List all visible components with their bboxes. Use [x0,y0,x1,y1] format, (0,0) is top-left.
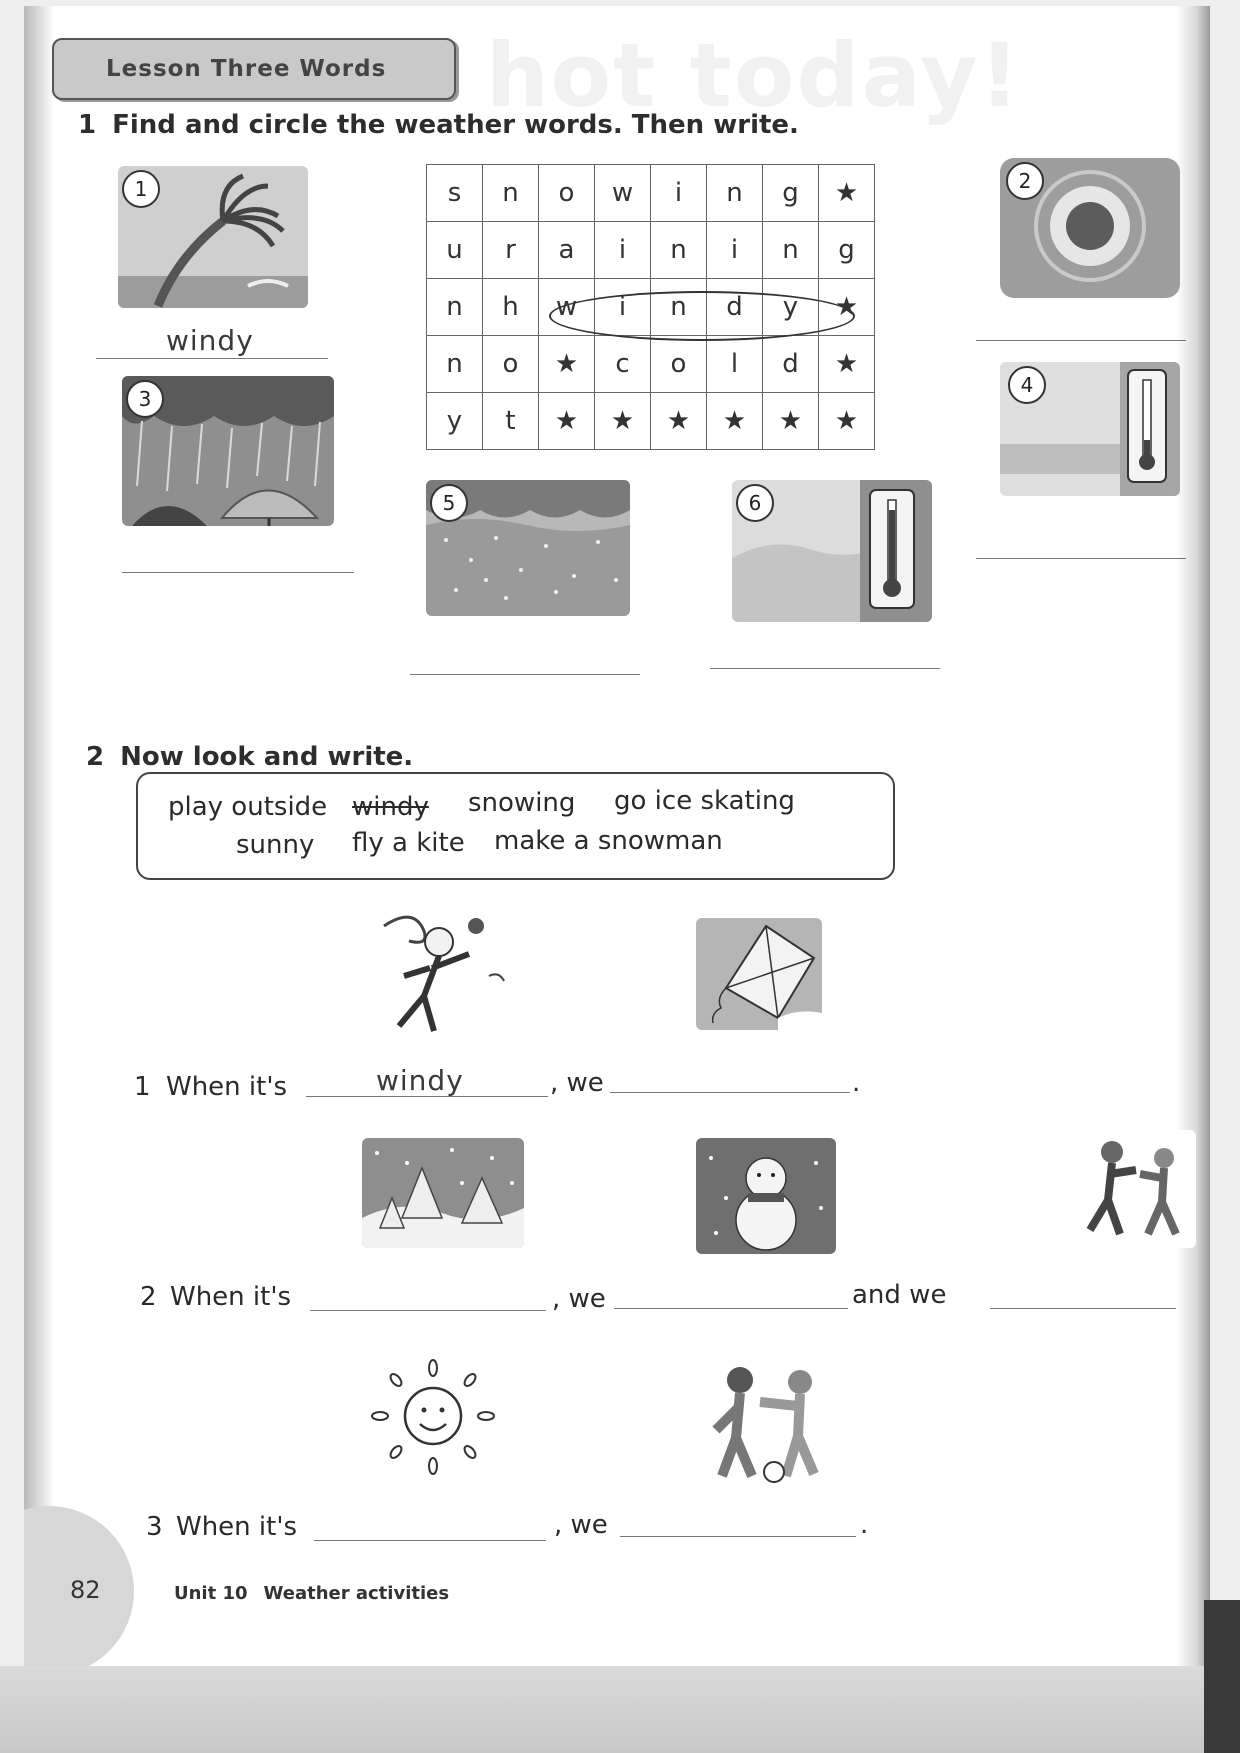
grid-row-1 [427,165,875,222]
grid-row-2 [427,222,875,279]
answer-line-5[interactable] [410,674,640,675]
snowman-icon [696,1138,836,1254]
footer-title: Weather activities [263,1583,450,1604]
exercise2-instruction: Now look and write. [120,742,414,772]
grid-cell[interactable]: o [539,165,595,222]
picture-badge-1: 1 [122,170,160,208]
word-go-ice-skating: go ice skating [614,786,795,816]
scan-corner-shadow [1204,1600,1240,1753]
grid-cell[interactable]: o [651,336,707,393]
grid-row-4 [427,336,875,393]
sentence-2-number: 2 [140,1282,157,1312]
grid-cell[interactable]: c [595,336,651,393]
grid-cell[interactable]: n [483,165,539,222]
word-snowing: snowing [468,788,576,818]
grid-cell[interactable]: t [483,393,539,450]
grid-row-5 [427,393,875,450]
grid-cell[interactable]: i [651,165,707,222]
grid-cell[interactable]: n [707,165,763,222]
answer-line-3[interactable] [122,572,354,573]
windy-boy-icon [364,906,534,1036]
footer-unit: Unit 10 [174,1583,248,1604]
grid-cell-star: ★ [819,279,875,336]
exercise1-instruction: Find and circle the weather words. Then write. [112,110,799,140]
exercise2-heading [86,742,413,772]
word-play-outside: play outside [168,792,328,822]
grid-cell[interactable]: s [427,165,483,222]
grid-cell[interactable]: a [539,222,595,279]
sentence-1-answer-handwritten: windy [376,1064,464,1097]
picture-badge-4: 4 [1008,366,1046,404]
grid-cell-star: ★ [651,393,707,450]
grid-cell-star: ★ [595,393,651,450]
answer-line-4[interactable] [976,558,1186,559]
sentence-1-we: , we [550,1068,604,1098]
sentence-2-blank-3[interactable] [990,1308,1176,1309]
kids-playing-ball-icon [696,1358,846,1488]
smiling-sun-icon [358,1354,508,1484]
grid-cell[interactable]: w [539,279,595,336]
grid-cell[interactable]: g [819,222,875,279]
circled-word-windy [549,291,855,341]
grid-cell[interactable]: u [427,222,483,279]
sentence-2-blank-1[interactable] [310,1310,546,1311]
scan-bottom-shadow [0,1666,1240,1753]
grid-cell[interactable]: i [595,222,651,279]
grid-cell-star: ★ [819,393,875,450]
sentence-2-blank-2[interactable] [614,1308,848,1309]
sentence-2-when: When it's [170,1282,292,1312]
sentence-3-number: 3 [146,1512,163,1542]
word-fly-a-kite: fly a kite [352,828,465,858]
sentence-1-end: . [852,1068,861,1098]
grid-cell[interactable]: w [595,165,651,222]
exercise1-number: 1 [78,110,97,140]
sentence-2-we: , we [552,1284,606,1314]
lesson-tab [52,38,456,100]
picture-badge-6: 6 [736,484,774,522]
page-number: 82 [70,1576,101,1604]
grid-cell[interactable]: n [427,336,483,393]
word-make-a-snowman: make a snowman [494,826,723,856]
grid-cell[interactable]: g [763,165,819,222]
grid-cell[interactable]: n [651,279,707,336]
sentence-3-we: , we [554,1510,608,1540]
grid-cell[interactable]: n [763,222,819,279]
sentence-1-number: 1 [134,1072,151,1102]
kite-icon [696,918,822,1030]
sentence-1-when: When it's [166,1072,288,1102]
sentence-3-end: . [860,1510,869,1540]
answer-1-handwritten: windy [166,324,254,357]
page-edge-shadow [1176,6,1210,1666]
grid-cell-star: ★ [763,393,819,450]
sentence-3-when: When it's [176,1512,298,1542]
grid-cell[interactable]: d [763,336,819,393]
grid-cell-star: ★ [819,165,875,222]
grid-cell-star: ★ [539,336,595,393]
picture-badge-2: 2 [1006,162,1044,200]
lesson-tab-label: Lesson Three Words [106,56,387,82]
grid-cell[interactable]: n [427,279,483,336]
answer-line-2[interactable] [976,340,1186,341]
snowy-trees-icon [362,1138,524,1248]
answer-line-6[interactable] [710,668,940,669]
grid-cell[interactable]: i [595,279,651,336]
workbook-page [24,6,1210,1666]
grid-cell[interactable]: y [763,279,819,336]
picture-badge-5: 5 [430,484,468,522]
grid-cell-star: ★ [819,336,875,393]
grid-cell[interactable]: r [483,222,539,279]
exercise2-number: 2 [86,742,105,772]
ice-skating-kids-icon [1076,1130,1196,1248]
grid-cell[interactable]: o [483,336,539,393]
grid-cell[interactable]: l [707,336,763,393]
book-spine-shadow [24,6,54,1666]
grid-cell[interactable]: d [707,279,763,336]
grid-cell-star: ★ [707,393,763,450]
grid-cell[interactable]: i [707,222,763,279]
ghost-bleedthrough-title: hot today! [486,24,1022,127]
grid-cell[interactable]: h [483,279,539,336]
sentence-3-blank-2[interactable] [620,1536,856,1537]
grid-cell[interactable]: y [427,393,483,450]
sentence-1-blank-1[interactable] [306,1096,548,1097]
answer-line-1[interactable] [96,358,328,359]
grid-cell-star: ★ [539,393,595,450]
word-sunny: sunny [236,830,315,860]
footer-unit-title [174,1583,449,1604]
exercise1-heading [78,110,799,140]
sentence-2-and-we: and we [852,1280,947,1310]
grid-cell[interactable]: n [651,222,707,279]
word-bank-box [136,772,895,880]
word-windy-crossed: windy [352,792,429,822]
sentence-3-blank-1[interactable] [314,1540,546,1541]
sentence-1-blank-2[interactable] [610,1092,850,1093]
picture-badge-3: 3 [126,380,164,418]
